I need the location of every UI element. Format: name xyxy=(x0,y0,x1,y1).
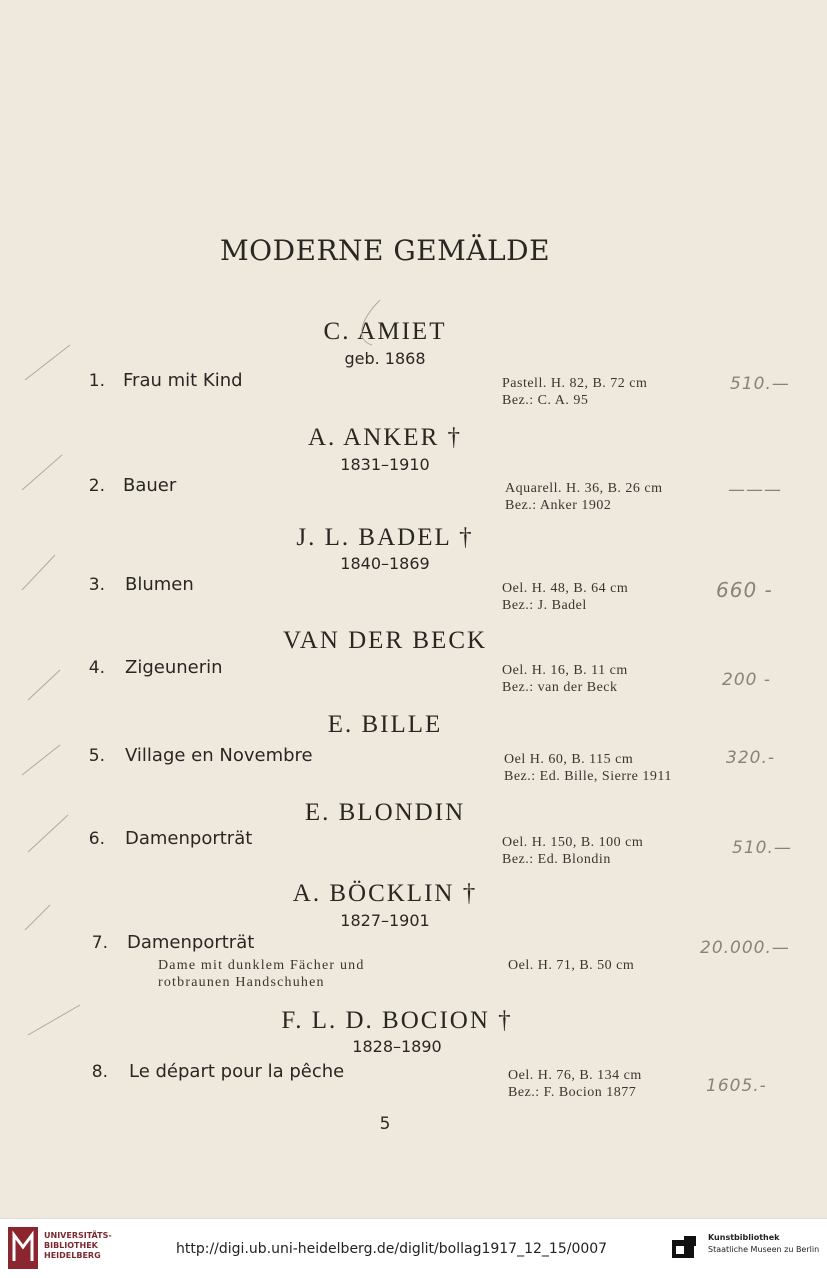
work-title: Bauer xyxy=(123,475,177,496)
signature-line: Bez.: Anker 1902 xyxy=(505,498,612,513)
artist-name: F. L. D. BOCION † xyxy=(281,1007,513,1034)
artist-name: A. BÖCKLIN † xyxy=(292,880,478,907)
handwritten-price: 510.— xyxy=(730,374,790,394)
handwritten-price: 200 - xyxy=(722,670,771,690)
university-library-logo-icon xyxy=(8,1227,38,1269)
work-title: Damenporträt xyxy=(127,932,255,953)
work-description: Dame mit dunklem Fächer und xyxy=(158,958,365,973)
artist-name: C. AMIET xyxy=(323,318,447,345)
work-description: rotbraunen Handschuhen xyxy=(158,975,325,990)
document-url[interactable]: http://digi.ub.uni-heidelberg.de/diglit/bollag1917_12_15/0007 xyxy=(176,1241,608,1257)
handwritten-price: 660 - xyxy=(716,578,773,602)
artist-dates: 1828–1890 xyxy=(352,1037,442,1056)
kunstbibliothek-logo-icon xyxy=(670,1234,700,1262)
technique-line: Oel. H. 76, B. 134 cm xyxy=(508,1068,642,1083)
technique-line: Oel. H. 150, B. 100 cm xyxy=(502,835,644,850)
handwritten-price: 1605.- xyxy=(706,1076,767,1096)
lot-number: 8. xyxy=(91,1062,108,1082)
work-title: Village en Novembre xyxy=(125,745,313,766)
technique-line: Aquarell. H. 36, B. 26 cm xyxy=(505,481,663,496)
lot-number: 3. xyxy=(88,575,105,595)
work-title: Le départ pour la pêche xyxy=(129,1061,345,1082)
signature-line: Bez.: J. Badel xyxy=(502,598,587,613)
handwritten-price: 510.— xyxy=(732,838,792,858)
technique-line: Oel H. 60, B. 115 cm xyxy=(504,752,634,767)
lot-number: 6. xyxy=(88,829,105,849)
work-title: Blumen xyxy=(125,574,194,595)
work-title: Zigeunerin xyxy=(125,657,223,678)
artist-dates: 1840–1869 xyxy=(340,554,430,573)
artist-name: E. BILLE xyxy=(327,711,443,738)
kunstbibliothek-subtitle: Staatliche Museen zu Berlin xyxy=(708,1245,820,1254)
artist-name: E. BLONDIN xyxy=(304,799,466,826)
lot-number: 2. xyxy=(88,476,105,496)
work-title: Frau mit Kind xyxy=(123,370,243,391)
signature-line: Bez.: Ed. Bille, Sierre 1911 xyxy=(504,769,672,784)
technique-line: Oel. H. 71, B. 50 cm xyxy=(508,958,635,973)
lot-number: 5. xyxy=(88,746,105,766)
artist-dates: 1831–1910 xyxy=(340,455,430,474)
artist-dates: 1827–1901 xyxy=(340,911,430,930)
handwritten-price: 320.- xyxy=(726,748,775,768)
work-title: Damenporträt xyxy=(125,828,253,849)
signature-line: Bez.: C. A. 95 xyxy=(502,393,589,408)
viewer-footer xyxy=(0,1218,827,1278)
technique-line: Oel. H. 16, B. 11 cm xyxy=(502,663,628,678)
kunstbibliothek-title: Kunstbibliothek xyxy=(708,1233,780,1242)
signature-line: Bez.: Ed. Blondin xyxy=(502,852,611,867)
artist-dates: geb. 1868 xyxy=(344,349,426,368)
page-title: MODERNE GEMÄLDE xyxy=(219,234,551,267)
artist-name: J. L. BADEL † xyxy=(296,524,474,551)
lot-number: 7. xyxy=(91,933,108,953)
artist-name: A. ANKER † xyxy=(307,424,463,451)
technique-line: Pastell. H. 82, B. 72 cm xyxy=(502,376,648,391)
handwritten-price: 20.000.— xyxy=(700,938,790,958)
university-library-name: UNIVERSITÄTS- BIBLIOTHEK HEIDELBERG xyxy=(44,1231,112,1260)
kunstbibliothek-name xyxy=(708,1232,819,1256)
page-number: 5 xyxy=(379,1114,391,1134)
handwritten-price: ——— xyxy=(728,480,782,500)
signature-line: Bez.: F. Bocion 1877 xyxy=(508,1085,637,1100)
technique-line: Oel. H. 48, B. 64 cm xyxy=(502,581,629,596)
lot-number: 4. xyxy=(88,658,105,678)
signature-line: Bez.: van der Beck xyxy=(502,680,618,695)
lot-number: 1. xyxy=(88,371,105,391)
artist-name: VAN DER BECK xyxy=(282,627,488,654)
